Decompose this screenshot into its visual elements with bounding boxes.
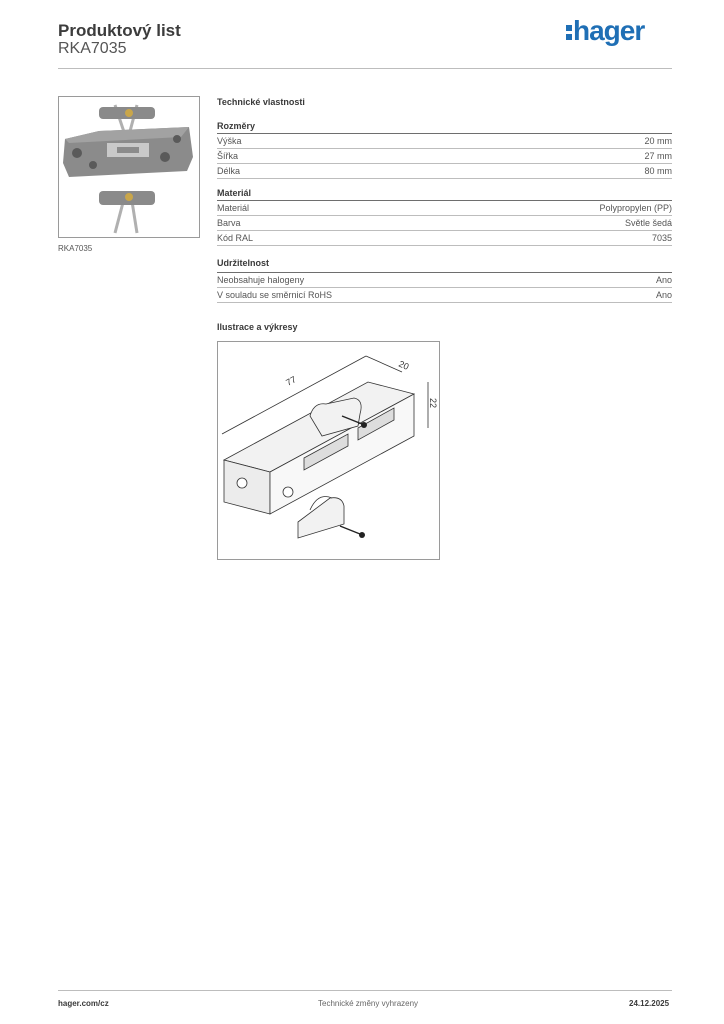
clamp-drawing-icon (218, 342, 439, 559)
product-code: RKA7035 (58, 40, 127, 57)
row-label: Kód RAL (217, 233, 254, 243)
table-row (217, 288, 672, 303)
row-value: 27 mm (644, 151, 672, 161)
technical-heading: Technické vlastnosti (217, 97, 305, 107)
row-value: Ano (655, 290, 672, 300)
table-row (217, 134, 672, 149)
cable-clamp-photo-icon (59, 97, 199, 237)
row-label: Délka (217, 166, 241, 176)
row-label: V souladu se směrnicí RoHS (217, 290, 333, 300)
dim-length-label: 77 (284, 374, 298, 388)
sustainability-heading: Udržitelnost (217, 258, 270, 268)
dimensions-heading: Rozměry (217, 121, 256, 131)
illustrations-heading: Ilustrace a výkresy (217, 322, 298, 332)
material-heading: Materiál (217, 188, 252, 198)
row-value: Ano (655, 275, 672, 285)
row-value: 80 mm (644, 166, 672, 176)
photo-caption: RKA7035 (58, 244, 93, 253)
footer-notice: Technické změny vyhrazeny (318, 999, 419, 1008)
row-label: Neobsahuje halogeny (217, 275, 305, 285)
table-row (217, 164, 672, 179)
dim-width-label: 20 (397, 358, 411, 372)
row-label: Šířka (217, 151, 239, 161)
technical-drawing (217, 341, 440, 560)
table-row (217, 149, 672, 164)
table-row (217, 231, 672, 246)
row-label: Výška (217, 136, 242, 146)
product-photo (58, 96, 200, 238)
table-row (217, 273, 672, 288)
footer-website-link[interactable]: hager.com/cz (58, 999, 109, 1008)
footer-date: 24.12.2025 (629, 999, 670, 1008)
row-label: Barva (217, 218, 241, 228)
table-row (217, 216, 672, 231)
logo-text: hager (573, 15, 645, 46)
row-value: 20 mm (644, 136, 672, 146)
hager-logo (566, 15, 644, 47)
page-title: Produktový list (58, 21, 181, 40)
dim-height-label: 22 (428, 398, 438, 409)
row-value: 7035 (651, 233, 672, 243)
row-label: Materiál (217, 203, 250, 213)
row-value: Světle šedá (624, 218, 672, 228)
row-value: Polypropylen (PP) (599, 203, 672, 213)
logo-dots-icon (566, 22, 572, 43)
table-row (217, 201, 672, 216)
header-divider (58, 68, 672, 69)
footer-divider (58, 990, 672, 991)
